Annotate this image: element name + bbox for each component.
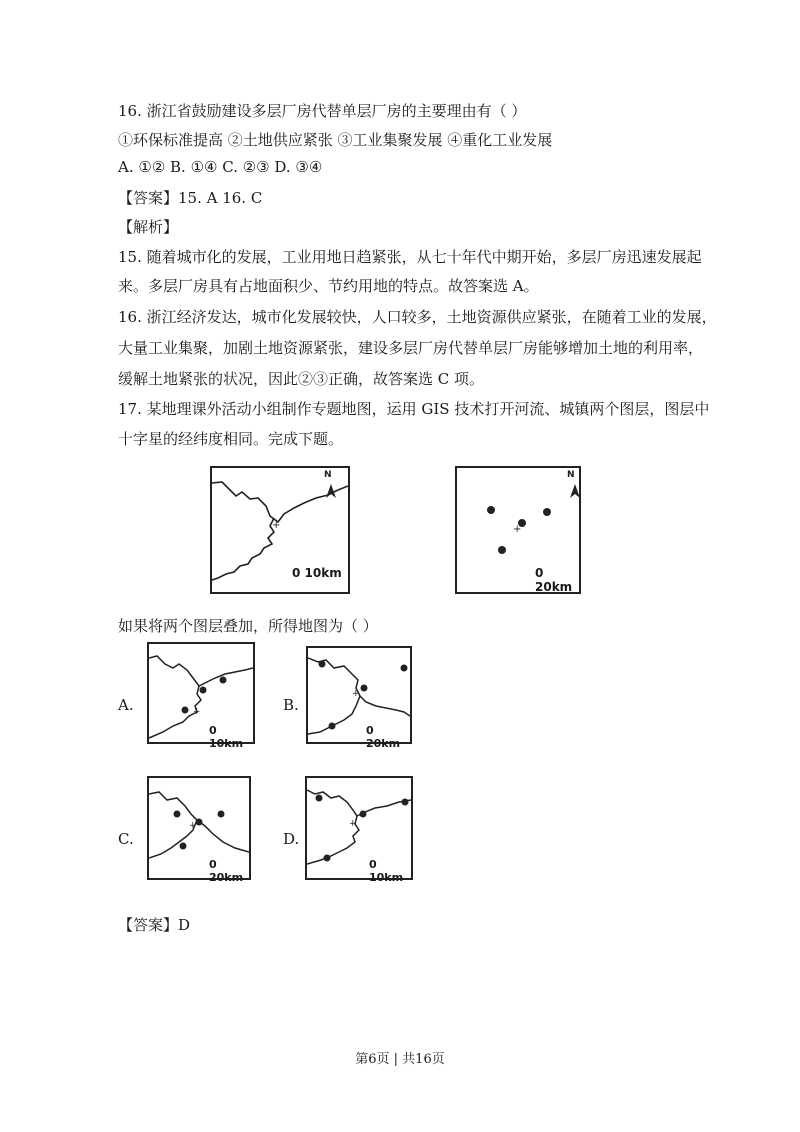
- svg-text:+: +: [189, 821, 197, 831]
- analysis-line-3: 16. 浙江经济发达，城市化发展较快，人口较多，土地资源供应紧张，在随着工业的发展，: [118, 308, 717, 326]
- option-c-scale: 0 20km: [209, 858, 244, 884]
- analysis-line-1: 15. 随着城市化的发展，工业用地日趋紧张，从七十年代中期开始，多层厂房迅速发展起: [118, 248, 702, 266]
- town-dot: [487, 506, 495, 514]
- town-layer-map: [455, 466, 581, 594]
- option-b-scale: 0 20km: [366, 724, 401, 750]
- town-scale: 0 20km: [535, 566, 573, 594]
- option-a-map[interactable]: [147, 642, 255, 750]
- town-dot: [543, 508, 551, 516]
- analysis-line-5: 缓解土地紧张的状况，因此②③正确，故答案选 C 项。: [118, 370, 485, 388]
- option-d-map[interactable]: [305, 776, 413, 884]
- option-c-label: C.: [118, 830, 134, 848]
- analysis-line-2: 来。多层厂房具有占地面积少、节约用地的特点。故答案选 A。: [118, 277, 539, 295]
- q16-stem: 16. 浙江省鼓励建设多层厂房代替单层厂房的主要理由有（ ）: [118, 102, 527, 120]
- q17-question: 如果将两个图层叠加，所得地图为（ ）: [118, 617, 378, 635]
- town-dot: [498, 546, 506, 554]
- q17-line-1: 17. 某地理课外活动小组制作专题地图，运用 GIS 技术打开河流、城镇两个图层，图层中: [118, 400, 710, 418]
- page-footer: 第6页 | 共16页: [355, 1052, 445, 1067]
- north-arrow-icon: [570, 484, 579, 498]
- cross-star-icon: +: [513, 524, 522, 535]
- option-d-scale: 0 10km: [369, 858, 404, 884]
- town-north: N: [567, 470, 575, 480]
- analysis-title: 【解析】: [118, 218, 179, 236]
- q17-line-2: 十字星的经纬度相同。完成下题。: [118, 430, 344, 448]
- option-a-scale: 0 10km: [209, 724, 244, 750]
- river-scale: 0 10km: [292, 566, 342, 580]
- cross-star-icon: +: [272, 520, 281, 531]
- option-b-label: B.: [283, 696, 299, 714]
- answer-15-16: 【答案】15. A 16. C: [118, 189, 263, 207]
- svg-text:+: +: [193, 707, 201, 717]
- analysis-line-4: 大量工业集聚，加剧土地资源紧张，建设多层厂房代替单层厂房能够增加土地的利用率，: [118, 339, 704, 357]
- svg-text:+: +: [352, 689, 360, 699]
- river-north: N: [324, 470, 332, 480]
- option-b-map[interactable]: [306, 646, 412, 750]
- river-layer-map: [210, 466, 350, 594]
- option-d-label: D.: [283, 830, 300, 848]
- option-a-label: A.: [118, 696, 134, 714]
- q16-options: A. ①② B. ①④ C. ②③ D. ③④: [118, 158, 323, 176]
- answer-17: 【答案】D: [118, 916, 191, 934]
- option-c-map[interactable]: [147, 776, 251, 884]
- q16-items: ①环保标准提高 ②土地供应紧张 ③工业集聚发展 ④重化工业发展: [118, 131, 553, 149]
- svg-text:+: +: [349, 819, 357, 829]
